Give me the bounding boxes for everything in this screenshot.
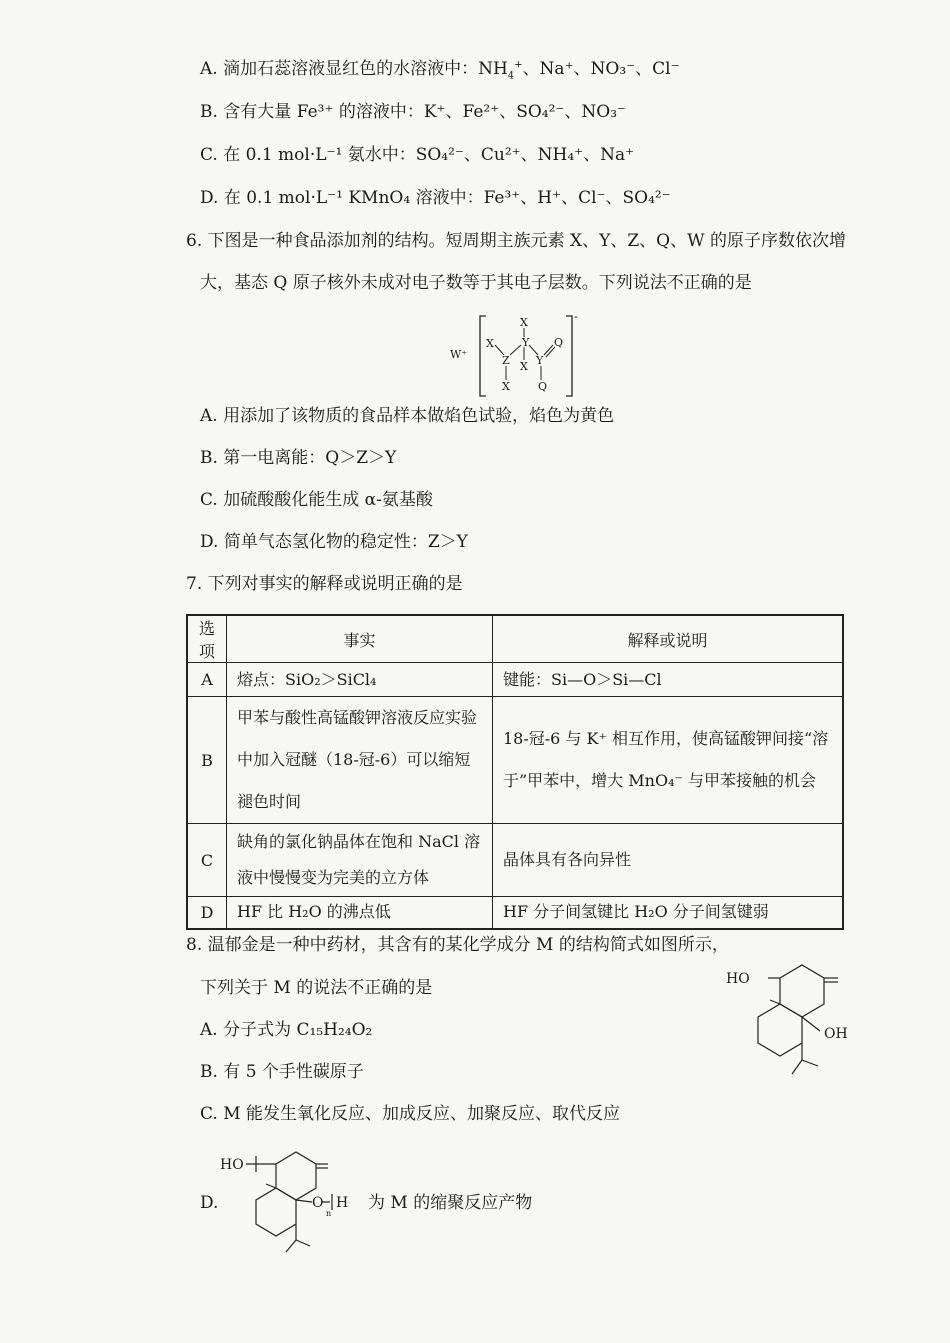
q8-struct-ho: HO (726, 971, 750, 987)
q5-option-c: C. 在 0.1 mol·L⁻¹ 氨水中：SO₄²⁻、Cu²⁺、NH₄⁺、Na⁺ (200, 145, 635, 165)
q8-stem-line1: 8. 温郁金是一种中药材，其含有的某化学成分 M 的结构简式如图所示， (186, 935, 729, 955)
q6-option-a: A. 用添加了该物质的食品样本做焰色试验，焰色为黄色 (200, 406, 615, 426)
q6-stem-line1: 6. 下图是一种食品添加剂的结构。短周期主族元素 X、Y、Z、Q、W 的原子序数依次增 (186, 231, 846, 251)
q6-stem-line2: 大，基态 Q 原子核外未成对电子数等于其电子层数。下列说法不正确的是 (200, 273, 752, 293)
q6-option-d: D. 简单气态氢化物的稳定性：Z＞Y (200, 532, 468, 552)
q7-row-d-explanation: HF 分子间氢键比 H₂O 分子间氢键弱 (493, 897, 844, 929)
q6-struct-x-left: X (486, 337, 494, 350)
q8-polymer-n: n (326, 1209, 332, 1218)
q8-option-a: A. 分子式为 C₁₅H₂₄O₂ (200, 1020, 373, 1040)
q8-option-b: B. 有 5 个手性碳原子 (200, 1062, 364, 1082)
q6-struct-z: Z (502, 354, 510, 367)
q8-struct-oh: OH (824, 1026, 848, 1042)
q7-header-option: 选项 (187, 615, 227, 663)
q6-struct-x-bottom: X (502, 380, 510, 393)
q8-stem-line2: 下列关于 M 的说法不正确的是 (200, 978, 433, 998)
table-row (187, 824, 843, 897)
q6-option-c: C. 加硫酸酸化能生成 α-氨基酸 (200, 490, 433, 510)
q7-row-d-fact: HF 比 H₂O 的沸点低 (227, 897, 493, 929)
q8-option-d-label: D. (200, 1193, 219, 1213)
q7-row-b-fact: 甲苯与酸性高锰酸钾溶液反应实验中加入冠醚（18-冠-6）可以缩短褪色时间 (227, 697, 493, 824)
q7-row-a-explanation: 键能：Si—O＞Si—Cl (493, 663, 844, 697)
q7-row-a-option: A (187, 663, 227, 697)
q6-structure-diagram (440, 310, 590, 402)
q7-row-a-fact: 熔点：SiO₂＞SiCl₄ (227, 663, 493, 697)
q5-option-d: D. 在 0.1 mol·L⁻¹ KMnO₄ 溶液中：Fe³⁺、H⁺、Cl⁻、SO₄²⁻ (200, 188, 671, 208)
q7-table (186, 614, 844, 930)
q6-struct-y-right: Y (536, 354, 544, 367)
q7-row-c-fact: 缺角的氯化钠晶体在饱和 NaCl 溶液中慢慢变为完美的立方体 (227, 824, 493, 897)
q8-option-d-text: 为 M 的缩聚反应产物 (368, 1193, 533, 1213)
q8-polymer-h: H (336, 1195, 349, 1211)
q5-option-a-pre: A. 滴加石蕊溶液显红色的水溶液中：NH (200, 59, 508, 79)
q8-polymer-diagram (218, 1146, 368, 1266)
q7-row-d-option: D (187, 897, 227, 929)
q7-header-fact: 事实 (227, 615, 493, 663)
q8-polymer-o: O (312, 1195, 324, 1211)
q8-structure-diagram (720, 960, 860, 1090)
q6-struct-x-under: X (520, 360, 528, 373)
table-row (187, 697, 843, 824)
q5-option-a-post: 、Na⁺、NO₃⁻、Cl⁻ (522, 59, 680, 79)
q6-struct-q-top: Q (554, 336, 564, 349)
q5-option-b: B. 含有大量 Fe³⁺ 的溶液中：K⁺、Fe²⁺、SO₄²⁻、NO₃⁻ (200, 102, 626, 122)
table-row (187, 897, 843, 929)
q6-option-b: B. 第一电离能：Q＞Z＞Y (200, 448, 397, 468)
q7-row-c-explanation: 晶体具有各向异性 (493, 824, 844, 897)
q7-header-explanation: 解释或说明 (493, 615, 844, 663)
q7-table-header (187, 615, 843, 663)
q5-option-a: A. 滴加石蕊溶液显红色的水溶液中：$NH_4^+$、Na⁺、NO₃⁻、Cl⁻ (200, 59, 680, 82)
q6-struct-w: W⁺ (450, 348, 468, 361)
q7-row-b-option: B (187, 697, 227, 824)
q7-row-c-option: C (187, 824, 227, 897)
table-row (187, 663, 843, 697)
q6-struct-q-bottom: Q (538, 380, 548, 393)
q8-polymer-ho: HO (220, 1157, 244, 1173)
q6-struct-x-top: X (520, 316, 528, 329)
q8-option-c: C. M 能发生氧化反应、加成反应、加聚反应、取代反应 (200, 1104, 621, 1124)
q7-stem: 7. 下列对事实的解释或说明正确的是 (186, 574, 463, 594)
q7-row-b-explanation: 18-冠-6 与 K⁺ 相互作用，使高锰酸钾间接“溶于”甲苯中，增大 MnO₄⁻ 与甲苯接触的机会 (493, 697, 844, 824)
q6-struct-y-center: Y (522, 336, 530, 349)
q6-struct-charge: - (574, 310, 578, 323)
